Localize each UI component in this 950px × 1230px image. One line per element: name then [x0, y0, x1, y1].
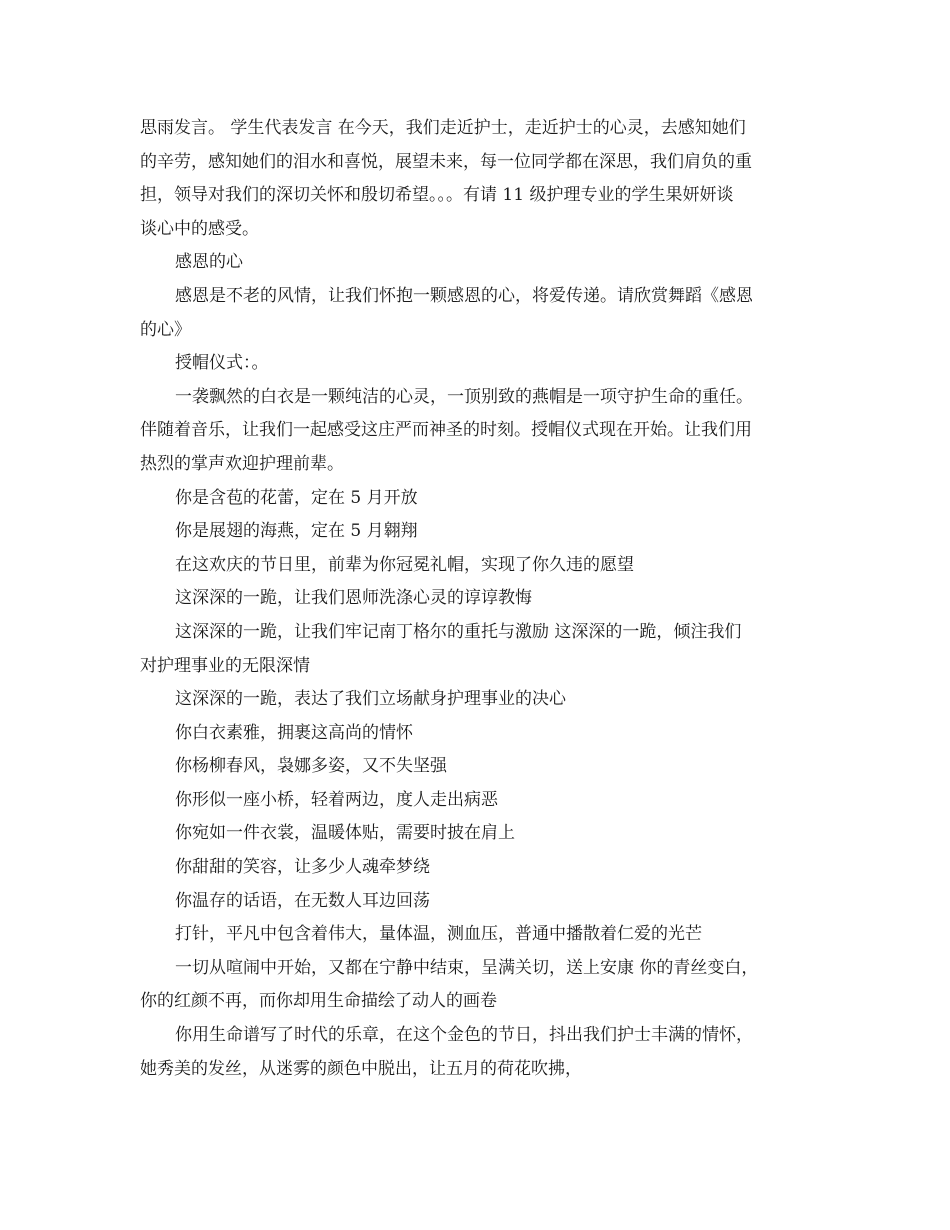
text-line: 的辛劳，感知她们的泪水和喜悦，展望未来，每一位同学都在深思，我们肩负的重 [140, 151, 752, 172]
text-line: 热烈的掌声欢迎护理前辈。 [140, 453, 344, 474]
poem-line: 你白衣素雅，拥裹这高尚的情怀 [175, 722, 413, 743]
section-heading: 授帽仪式：。 [175, 353, 269, 374]
poem-line: 你的红颜不再，而你却用生命描绘了动人的画卷 [140, 991, 497, 1012]
poem-line: 打针，平凡中包含着伟大，量体温，测血压，普通中播散着仁爱的光芒 [175, 924, 702, 945]
poem-line: 你是展翅的海燕，定在 5 月翱翔 [175, 521, 418, 542]
poem-line: 你形似一座小桥，轻着两边，度人走出病恶 [175, 789, 498, 810]
poem-line: 你杨柳春风，袅娜多姿，又不失坚强 [175, 756, 447, 777]
text-line: 思雨发言。 学生代表发言 在今天，我们走近护士，走近护士的心灵，去感知她们 [140, 118, 746, 138]
section-heading: 感恩的心 [175, 252, 243, 273]
text-line: 伴随着音乐，让我们一起感受这庄严而神圣的时刻。授帽仪式现在开始。让我们用 [140, 420, 752, 441]
poem-line: 这深深的一跪，让我们牢记南丁格尔的重托与激励 这深深的一跪，倾注我们 [175, 621, 742, 642]
text-line: 一袭飘然的白衣是一颗纯洁的心灵，一顶别致的燕帽是一项守护生命的重任。 [175, 386, 753, 407]
poem-line: 你温存的话语，在无数人耳边回荡 [175, 890, 430, 911]
poem-line: 你甜甜的笑容，让多少人魂牵梦绕 [175, 857, 430, 878]
poem-line: 这深深的一跪，让我们恩师洗涤心灵的谆谆教悔 [175, 588, 532, 609]
text-line: 担，领导对我们的深切关怀和殷切希望。。。有请 11 级护理专业的学生果妍妍谈 [140, 185, 734, 206]
text-line: 感恩是不老的风情，让我们怀抱一颗感恩的心，将爱传递。请欣赏舞蹈《感恩 [175, 285, 753, 306]
poem-line: 这深深的一跪，表达了我们立场献身护理事业的决心 [175, 689, 566, 710]
poem-line: 在这欢庆的节日里，前辈为你冠冕礼帽，实现了你久违的愿望 [175, 554, 634, 575]
poem-line: 对护理事业的无限深情 [140, 655, 310, 676]
document-body [140, 112, 820, 1086]
text-line: 的心》 [140, 319, 191, 340]
text-line: 谈心中的感受。 [140, 218, 259, 239]
poem-line: 你用生命谱写了时代的乐章，在这个金色的节日，抖出我们护士丰满的情怀， [175, 1025, 753, 1046]
poem-line: 你是含苞的花蕾，定在 5 月开放 [175, 487, 418, 508]
poem-line: 她秀美的发丝，从迷雾的颜色中脱出，让五月的荷花吹拂， [140, 1058, 582, 1079]
poem-line: 一切从喧闹中开始，又都在宁静中结束，呈满关切，送上安康 你的青丝变白， [175, 957, 759, 978]
poem-line: 你宛如一件衣裳，温暖体贴，需要时披在肩上 [175, 823, 515, 844]
